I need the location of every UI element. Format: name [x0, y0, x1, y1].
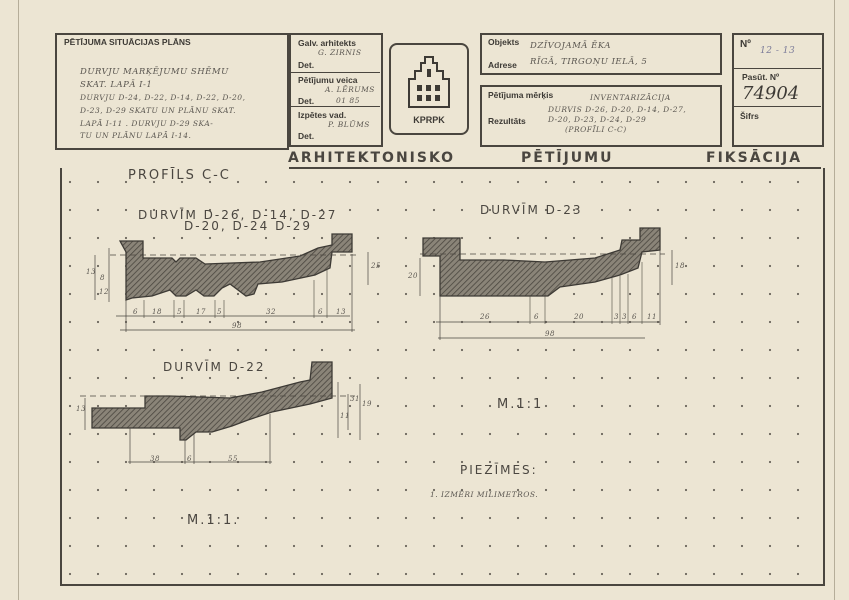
p1-side-1: 13: [86, 268, 96, 276]
order-value: 74904: [742, 83, 800, 104]
p1-dim-7: 6: [318, 308, 323, 316]
profile-2-title: DURVĪM D-23: [480, 203, 583, 217]
p1-side-4: 25: [371, 262, 381, 270]
chief-architect-label: Galv. arhitekts: [298, 38, 356, 48]
p2-dim-2: 6: [534, 313, 539, 321]
p3-side-1: 13: [76, 405, 86, 413]
researcher-value: A. LĒRUMS: [325, 85, 375, 94]
p2-dim-5: 3: [622, 313, 627, 321]
banner-left: ARHITEKTONISKO: [288, 150, 456, 166]
address-label: Adrese: [488, 60, 517, 70]
det-date-label: Det.: [298, 96, 315, 106]
p2-dim-6: 6: [632, 313, 637, 321]
object-value: DZĪVOJAMĀ ĒKA: [530, 41, 611, 51]
researcher-label: Pētījumu veica: [298, 75, 358, 85]
p3-side-2: 11: [340, 412, 350, 420]
section-title: PROFĪLS C-C: [128, 168, 231, 183]
p3-side-4: 19: [362, 400, 372, 408]
p3-dim-1: 38: [150, 455, 160, 463]
det-label-1: Det.: [298, 60, 315, 70]
banner-right: FIKSĀCIJA: [706, 150, 803, 166]
p1-dim-6: 32: [266, 308, 276, 316]
profile-1-title-2: D-20, D-24 D-29: [184, 219, 312, 233]
situation-note-6: TU UN PLĀNU LAPĀ I-14.: [80, 131, 192, 140]
scale-left: M.1:1.: [187, 513, 240, 528]
number-value: 12 - 13: [760, 46, 796, 56]
p1-dim-1: 6: [133, 308, 138, 316]
p1-side-3: 8: [100, 274, 105, 282]
p1-dim-4: 17: [196, 308, 206, 316]
p2-dim-3: 20: [574, 313, 584, 321]
situation-note-2: SKAT. LAPĀ I-1: [80, 80, 153, 90]
results-line-3: (PROFĪLI C-C): [565, 125, 627, 134]
p2-dim-8: 98: [545, 330, 555, 338]
situation-note-1: DURVJU MARĶĒJUMU SHĒMU: [80, 67, 229, 77]
p3-dim-2: 6: [187, 455, 192, 463]
det-date-value: 01 85: [336, 96, 360, 105]
notes-title: PIEZĪMES:: [460, 463, 538, 477]
address-value: RĪGĀ, TIRGOŅU IELĀ, 5: [530, 57, 648, 67]
p1-dim-3: 5: [177, 308, 182, 316]
p1-dim-5: 5: [217, 308, 222, 316]
situation-plan-title: PĒTĪJUMA SITUĀCIJAS PLĀNS: [64, 37, 191, 47]
results-line-2: D-20, D-23, D-24, D-29: [548, 115, 647, 124]
situation-note-5: LAPĀ I-11 . DURVJU D-29 SKA-: [80, 119, 214, 128]
scale-right: M.1:1: [497, 397, 544, 412]
purpose-label: Pētījuma mērķis: [488, 90, 554, 100]
supervisor-label: Izpētes vad.: [298, 110, 347, 120]
cipher-label: Šifrs: [740, 111, 759, 121]
number-label: Nº: [740, 39, 751, 50]
p3-side-3: 31: [350, 395, 360, 403]
situation-note-3: DURVJU D-24, D-22, D-14, D-22, D-20,: [80, 93, 246, 102]
results-line-1: DURVIS D-26, D-20, D-14, D-27,: [548, 105, 687, 114]
purpose-value: INVENTARIZĀCIJA: [590, 93, 671, 102]
chief-architect-value: G. ZIRNIS: [318, 48, 362, 57]
det-label-2: Det.: [298, 131, 315, 141]
p1-dim-9: 98: [232, 322, 242, 330]
p2-dim-1: 26: [480, 313, 490, 321]
p1-dim-8: 13: [336, 308, 346, 316]
p2-side-2: 18: [675, 262, 685, 270]
logo-text: KPRPK: [413, 115, 445, 125]
object-label: Objekts: [488, 37, 520, 47]
p3-dim-3: 55: [228, 455, 238, 463]
p2-side-1: 20: [408, 272, 418, 280]
supervisor-value: P. BLŪMS: [328, 120, 370, 129]
banner-mid: PĒTĪJUMU: [521, 150, 614, 166]
order-label: Pasūt. Nº: [742, 72, 780, 82]
profile-3-title: DURVĪM D-22: [163, 360, 266, 374]
p1-dim-2: 18: [152, 308, 162, 316]
notes-line: 1. IZMĒRI MILIMETROS.: [430, 490, 539, 499]
profile-1-title-1: DURVĪM D-26, D-14, D-27: [138, 208, 338, 222]
situation-note-4: D-23, D-29 SKATU UN PLĀNU SKAT.: [80, 106, 236, 115]
p1-side-2: 12: [99, 288, 109, 296]
p2-dim-4: 3: [614, 313, 619, 321]
p2-dim-7: 11: [647, 313, 657, 321]
results-label: Rezultāts: [488, 116, 526, 126]
